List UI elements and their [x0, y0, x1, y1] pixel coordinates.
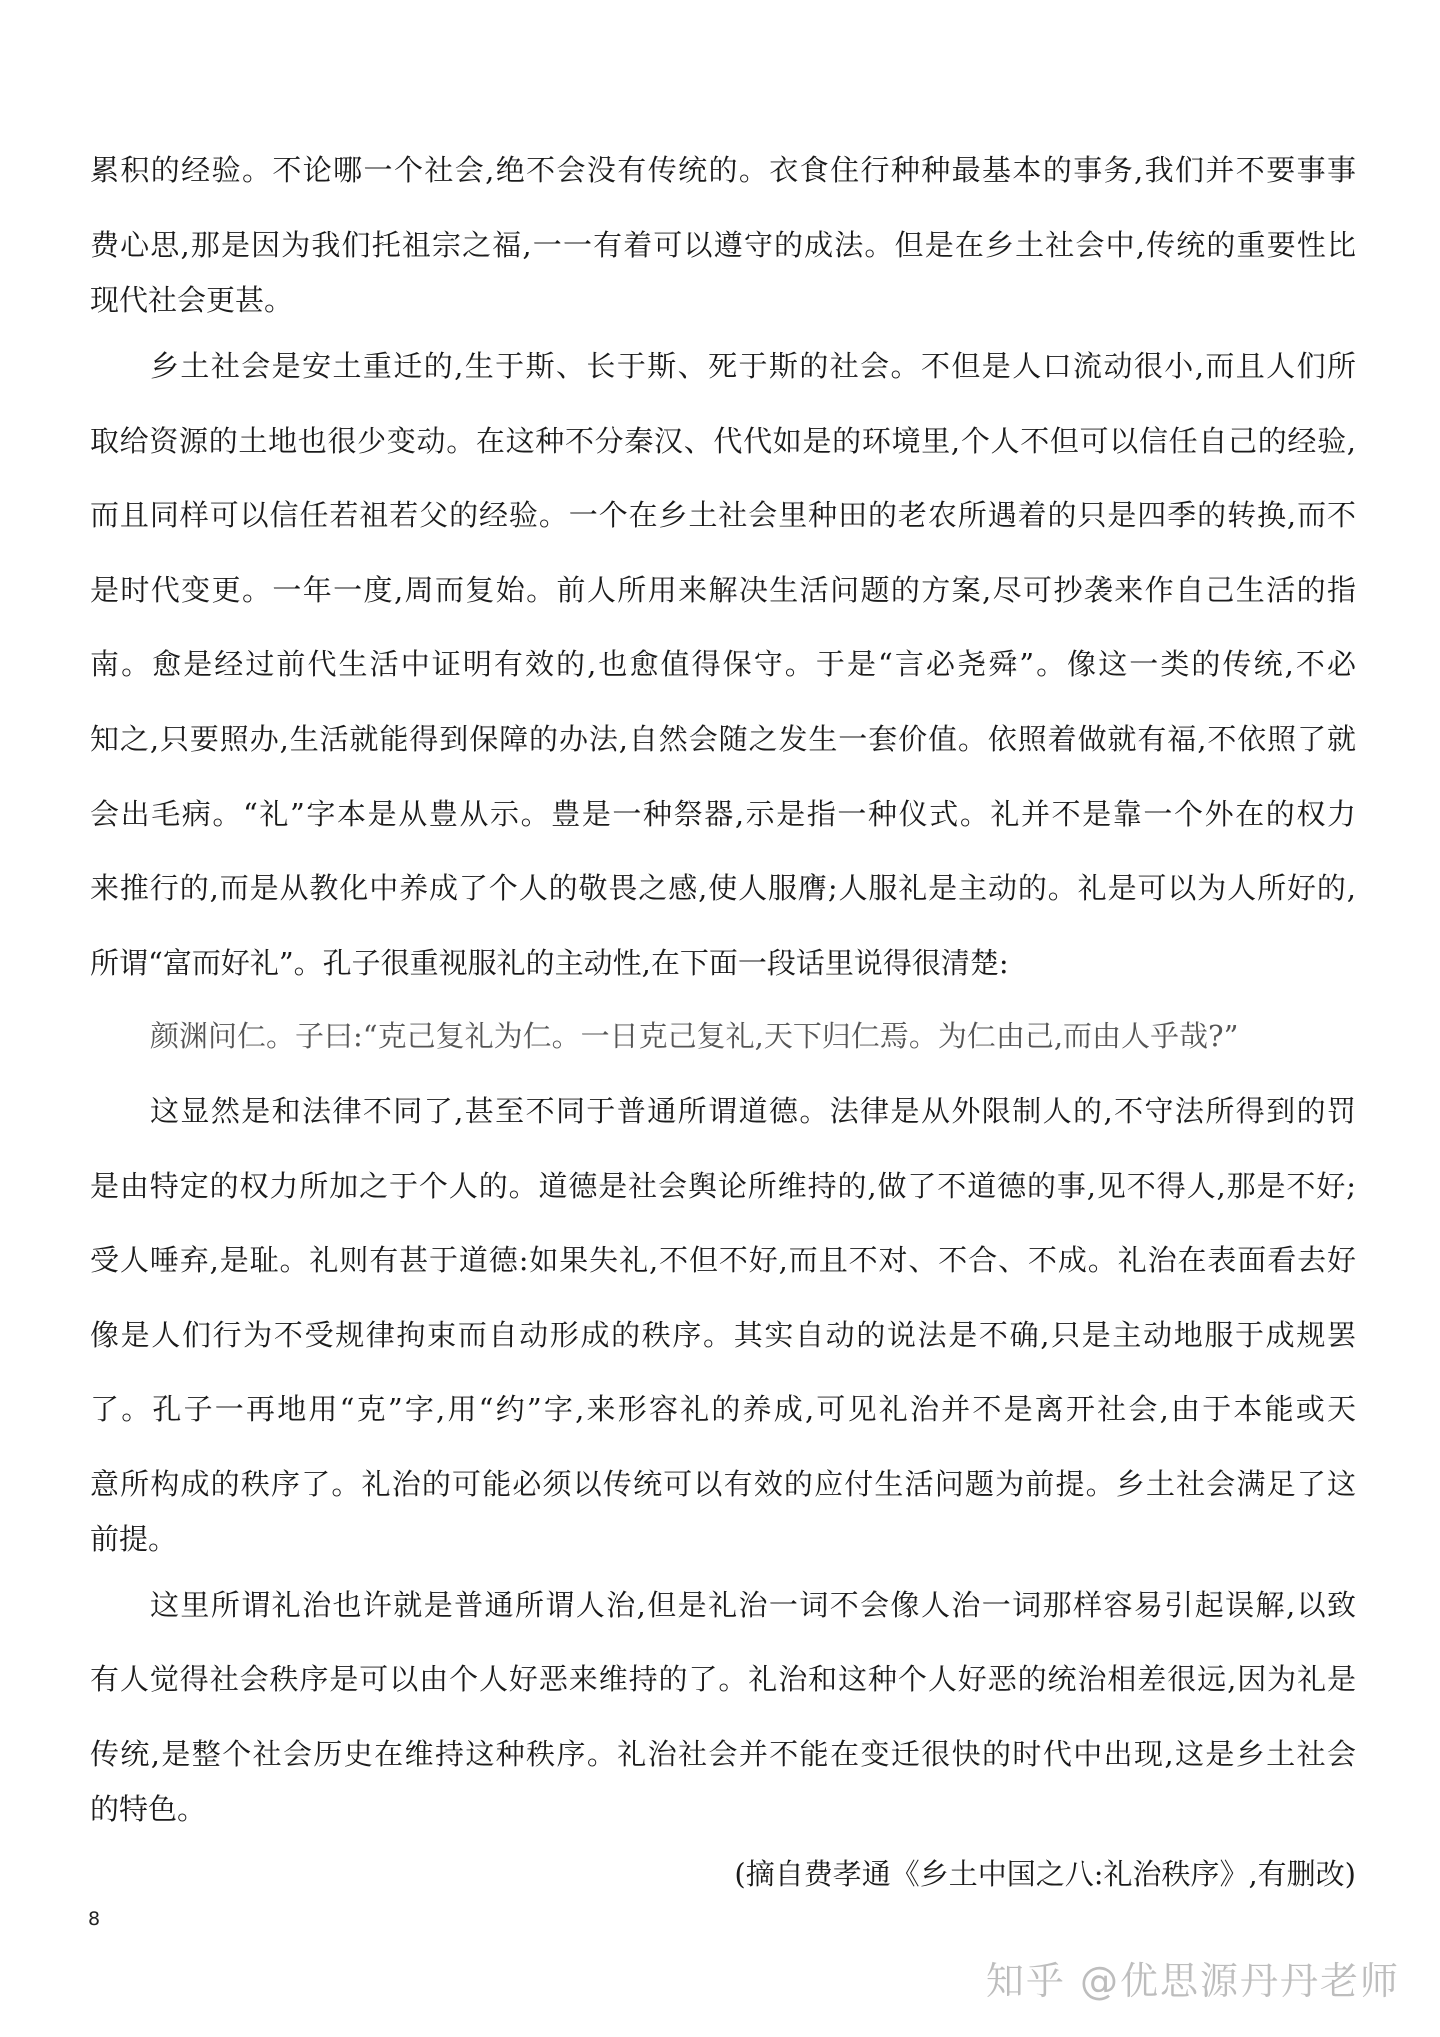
text-line: 会出毛病。“礼”字本是从豊从示。豊是一种祭器,示是指一种仪式。礼并不是靠一个外在的权力 [90, 797, 1356, 831]
quotation-line: 颜渊问仁。子曰:“克己复礼为仁。一日克己复礼,天下归仁焉。为仁由己,而由人乎哉?” [150, 1019, 1239, 1053]
text-line: 南。愈是经过前代生活中证明有效的,也愈值得保守。于是“言必尧舜”。像这一类的传统,不必 [90, 647, 1356, 681]
text-line: 是时代变更。一年一度,周而复始。前人所用来解决生活问题的方案,尽可抄袭来作自己生活的指 [90, 573, 1356, 607]
text-line: 受人唾弃,是耻。礼则有甚于道德:如果失礼,不但不好,而且不对、不合、不成。礼治在表面看去好 [90, 1243, 1356, 1277]
text-line: 乡土社会是安土重迁的,生于斯、长于斯、死于斯的社会。不但是人口流动很小,而且人们所 [150, 349, 1356, 383]
text-line: 这里所谓礼治也许就是普通所谓人治,但是礼治一词不会像人治一词那样容易引起误解,以致 [150, 1588, 1356, 1622]
text-line: 取给资源的土地也很少变动。在这种不分秦汉、代代如是的环境里,个人不但可以信任自己的经验, [90, 424, 1356, 458]
text-line: 前提。 [90, 1522, 178, 1556]
text-line: 了。孔子一再地用“克”字,用“约”字,来形容礼的养成,可见礼治并不是离开社会,由于本能或天 [90, 1392, 1356, 1426]
text-line: 的特色。 [90, 1792, 207, 1826]
text-line: 而且同样可以信任若祖若父的经验。一个在乡土社会里种田的老农所遇着的只是四季的转换,而不 [90, 498, 1356, 532]
text-line: 知之,只要照办,生活就能得到保障的办法,自然会随之发生一套价值。依照着做就有福,不依照了就 [90, 722, 1356, 756]
text-line: 现代社会更甚。 [90, 283, 294, 317]
text-line: 有人觉得社会秩序是可以由个人好恶来维持的了。礼治和这种个人好恶的统治相差很远,因为礼是 [90, 1662, 1356, 1696]
text-line: 这显然是和法律不同了,甚至不同于普通所谓道德。法律是从外限制人的,不守法所得到的罚 [150, 1094, 1356, 1128]
page-number: 8 [88, 1908, 101, 1930]
text-line: 费心思,那是因为我们托祖宗之福,一一有着可以遵守的成法。但是在乡土社会中,传统的重要性比 [90, 228, 1356, 262]
text-line: 传统,是整个社会历史在维持这种秩序。礼治社会并不能在变迁很快的时代中出现,这是乡土社会 [90, 1737, 1356, 1771]
source-citation: (摘自费孝通《乡土中国之八:礼治秩序》,有删改) [734, 1857, 1356, 1891]
watermark: 知乎 @优思源丹丹老师 [985, 1959, 1400, 2003]
text-line: 所谓“富而好礼”。孔子很重视服礼的主动性,在下面一段话里说得很清楚: [90, 946, 1009, 980]
text-line: 意所构成的秩序了。礼治的可能必须以传统可以有效的应付生活问题为前提。乡土社会满足了这 [90, 1467, 1356, 1501]
text-line: 来推行的,而是从教化中养成了个人的敬畏之感,使人服膺;人服礼是主动的。礼是可以为人所好的, [90, 871, 1356, 905]
text-line: 像是人们行为不受规律拘束而自动形成的秩序。其实自动的说法是不确,只是主动地服于成规罢 [90, 1318, 1356, 1352]
text-line: 是由特定的权力所加之于个人的。道德是社会舆论所维持的,做了不道德的事,见不得人,那是不好; [90, 1169, 1356, 1203]
text-line: 累积的经验。不论哪一个社会,绝不会没有传统的。衣食住行种种最基本的事务,我们并不要事事 [90, 153, 1356, 187]
